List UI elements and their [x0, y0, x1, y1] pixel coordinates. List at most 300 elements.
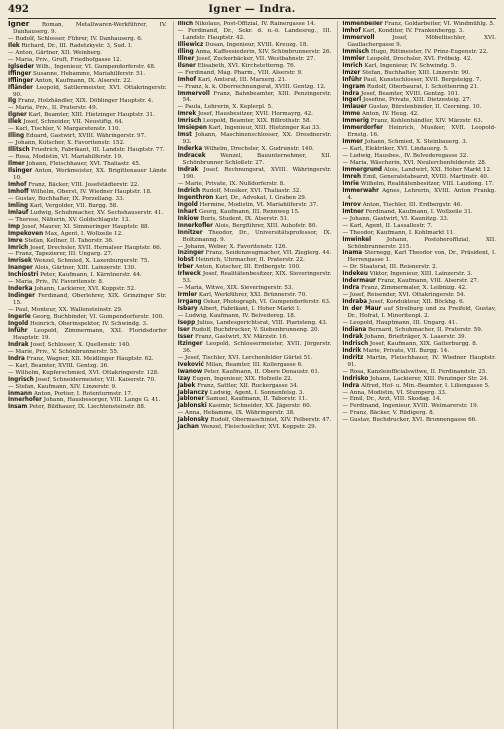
directory-entry	[8, 119, 167, 126]
directory-entry	[342, 174, 496, 181]
directory-entry	[342, 125, 496, 139]
entry-details: Anton, Kaufmann, IX. Alserstr. 22.	[34, 77, 133, 84]
entry-details: Ferdinand, Oberlehrer, XIX. Grinzinger Str. 15.	[13, 293, 167, 307]
entry-details: — Wilhelm, Kupferschmied, XVI. Ottakringerstr. 128.	[8, 369, 160, 376]
directory-entry	[342, 223, 496, 230]
directory-entry	[342, 285, 496, 292]
entry-details: Samuel, Kaufmann, II. Taborstr. 11.	[206, 396, 308, 403]
directory-entry	[178, 390, 332, 397]
directory-entry	[8, 189, 167, 196]
entry-details: Stefan, Buchhalter, XIII. Linzerstr. 90.	[362, 69, 471, 76]
entry-details: Karl, Ingenieur, IV. Schwindg. 5.	[364, 62, 457, 69]
entry-details: Peter, Bildhauer, IX. Liechtensteinstr. 88.	[29, 404, 146, 411]
entry-surname: Indra	[342, 382, 360, 389]
directory-entry	[8, 71, 167, 78]
entry-details: — Karl, Tischler, V. Margaretenstr. 110.	[8, 126, 121, 133]
directory-entry	[8, 258, 167, 265]
entry-details: Heinrich, Musiker, XVII. Leopold-Ernstg. 16.	[347, 125, 496, 139]
page-header	[8, 4, 496, 19]
entry-surname: Immerwahr	[342, 187, 379, 194]
directory-entry	[178, 417, 332, 424]
entry-surname: Inama	[342, 250, 363, 257]
directory-entry	[178, 383, 332, 390]
entry-details: — Theodor, Kaufmann, I. Kohlmarkt 11.	[342, 229, 456, 236]
entry-surname: Jablonsky	[177, 417, 209, 424]
entry-details: — Maria, Priv., Gruft, Friedhofgasse 12.	[8, 56, 122, 63]
directory-entry	[8, 224, 167, 231]
entry-details: — Maria, Priv., II. Praterstr. 49.	[8, 105, 98, 112]
directory-entry	[8, 105, 167, 112]
directory-entry	[342, 28, 496, 35]
entry-details: — Gustav, Buchhalter, IX. Porzellang. 33.	[8, 195, 125, 202]
entry-details: Gustav, Bürstenbinder, II. Czerning. 10.	[368, 104, 482, 111]
directory-entry	[178, 104, 332, 111]
directory-entry	[342, 355, 496, 369]
entry-surname: Immisch	[342, 48, 370, 55]
page-number: 492	[8, 4, 29, 15]
entry-surname: Imme	[342, 111, 361, 118]
directory-entry	[342, 237, 496, 251]
entry-details: — Ludwig, Kaufmann, IV. Belvedereg. 18.	[177, 313, 296, 320]
directory-entry	[342, 230, 496, 237]
directory-entry	[342, 202, 496, 209]
entry-details: Leopold, Drechsler, XVI. Fröbelg. 42.	[366, 55, 473, 62]
entry-surname: Inanger	[8, 265, 33, 272]
entry-details: Friedrich, Fabrikant, III. Landstr. Hauptstr. 77.	[31, 147, 165, 154]
directory-entry	[8, 36, 167, 43]
directory-entry	[178, 91, 332, 105]
entry-details: — Maria, Wäscherin, XVI. Neulerchenfelderstr. 28.	[342, 160, 487, 167]
directory-entry	[178, 216, 332, 223]
directory-entry	[8, 50, 167, 57]
entry-details: Boris, Student, IX. Alserstr. 51.	[200, 215, 289, 222]
entry-surname: Innerhofer	[8, 397, 42, 404]
directory-entry	[342, 70, 496, 77]
entry-surname: Iser	[177, 326, 190, 333]
directory-entry	[8, 168, 167, 182]
entry-surname: Iveković	[177, 361, 204, 368]
entry-details: — Rudolf, Schlosser, Führer, IV. Danhauserg. 6.	[8, 35, 143, 42]
directory-entry	[178, 369, 332, 376]
directory-entry	[178, 84, 332, 91]
entry-surname: Illitsch	[8, 147, 30, 154]
directory-entry	[342, 216, 496, 223]
entry-surname: Imrisek	[8, 258, 32, 265]
entry-surname: Imhof	[177, 76, 197, 83]
entry-details: — Dr. Staatsrat, III. Reisnerstr. 2.	[342, 264, 438, 271]
directory-entry	[8, 147, 167, 154]
entry-details: Heinrich, Oberinspektor, IV. Schwindg. 3.	[29, 320, 148, 327]
entry-surname: Illing	[177, 48, 194, 55]
entry-details: Wenzel, Fleischselcher, XVI. Koppstr. 29.	[200, 424, 317, 431]
entry-details: — Franz, k. k. Oberrechnungsrat, XVIII. Gentzg. 12.	[177, 83, 326, 90]
entry-surname: Indrak	[8, 341, 29, 348]
entry-surname: Illek	[8, 119, 22, 126]
entry-surname: Jablanczy	[177, 389, 208, 396]
directory-entry	[342, 167, 496, 174]
entry-details: Viktor, Ingenieur, XIII. Lainzerstr. 3.	[369, 271, 473, 278]
entry-surname: Indra	[8, 355, 25, 362]
entry-surname: Indrak	[177, 167, 199, 174]
entry-details: Peter, Kaufmann, II. Obere Donaustr. 61.	[203, 368, 320, 375]
directory-entry	[178, 230, 332, 244]
column-1	[8, 21, 167, 729]
directory-entry	[342, 278, 496, 285]
entry-details: — Ludwig, Hausbes., IV. Belvederegasse 32.	[342, 153, 469, 160]
entry-details: Wilhelm, Oberst, IV. Wiedner Hauptstr. 18.	[30, 188, 152, 195]
directory-entry	[178, 56, 332, 63]
directory-entry	[178, 118, 332, 125]
directory-entry	[342, 63, 496, 70]
entry-details: Roman, Metallwaren-Werkführer, IV. Danhauserg. 9.	[13, 22, 167, 35]
entry-details: Alois, Landwirt, XXI. Hoher Markt 12.	[383, 167, 492, 174]
entry-surname: Innitzer	[177, 229, 203, 236]
directory-entry	[342, 91, 496, 98]
directory-entry	[342, 348, 496, 355]
entry-surname: Insam	[8, 404, 28, 411]
entry-surname: Indiana	[342, 326, 367, 333]
entry-surname: Inderka	[177, 146, 203, 153]
entry-details: Dusan, Ingenieur, XVIII. Kreuzg. 18.	[205, 41, 309, 48]
entry-surname: Iwanow	[177, 368, 203, 375]
entry-surname: Imrek	[177, 111, 197, 118]
entry-details: Georg, Kaufmann, III. Rennweg 15.	[199, 208, 300, 215]
entry-details: Nikolaus, Post-Offizial, IV. Rainergasse 14.	[194, 21, 316, 27]
entry-details: — Anton, Gärtner, XII. Weinberg.	[8, 49, 102, 56]
entry-details: Anton, Portier, I. Rotenturmstr. 17.	[33, 390, 133, 397]
entry-details: Josef, Schneidermeister, VII. Kaiserstr. 70.	[35, 376, 156, 383]
entry-details: — Gustav, Buchdrucker, XVI. Brunnengasse 66.	[342, 417, 477, 424]
entry-details: — Marie, Priv., V. Schönbrunnerstr. 55.	[8, 348, 119, 355]
entry-details: Josef, Schlosser, X. Quellenstr. 140.	[30, 341, 131, 348]
entry-details: Wenzel, Schmied, X. Laxenburgerstr. 75.	[33, 258, 150, 265]
directory-entry	[178, 362, 332, 369]
directory-entry	[8, 251, 167, 258]
directory-entry	[178, 167, 332, 181]
entry-details: Franz, Sattler, XII. Ruckergasse 34.	[197, 382, 299, 389]
entry-details: Georg, Buchbinder, VI. Gumpendorferstr. 100.	[32, 314, 164, 321]
entry-surname: Immergrund	[342, 167, 383, 174]
entry-details: Franz, Bäcker, VIII. Josefstädterstr. 22.	[28, 181, 140, 188]
entry-details: Josef, Drechsler, XVII. Hernalser Hauptstr. 66.	[30, 244, 162, 251]
entry-surname: Indrisko	[342, 375, 369, 382]
entry-surname: Itzinger	[177, 340, 203, 347]
entry-details: Ludwig, Schuhmacher, XV. Sechshauserstr. 41.	[30, 209, 164, 216]
directory-entry	[342, 49, 496, 56]
entry-surname: Ingram	[342, 83, 366, 90]
entry-details: Richard, Dr., III. Radetzkystr. 3, Sud. I.	[21, 42, 133, 49]
entry-surname: Irlweck	[177, 271, 201, 278]
entry-details: — Josef, Tischler, XVI. Lerchenfelder Gürtel 51.	[177, 354, 313, 361]
entry-details: Franz, Zimmermaler, X. Leibnizg. 42.	[361, 285, 467, 292]
entry-surname: Imzer	[342, 69, 361, 76]
directory-entry	[8, 328, 167, 342]
directory-entry	[8, 196, 167, 203]
directory-entry	[342, 271, 496, 278]
directory-entry	[8, 286, 167, 293]
directory-entry	[8, 245, 167, 252]
entry-surname: Indracek	[177, 153, 206, 160]
directory-entry	[178, 264, 332, 271]
directory-entry	[8, 265, 167, 272]
entry-details: Rudolf, Musiker, XVI. Thaliastr. 32.	[201, 187, 302, 194]
directory-entry	[178, 257, 332, 264]
entry-surname: Ingerl	[342, 97, 362, 104]
entry-surname: Isbary	[177, 306, 198, 313]
entry-surname: Isepp	[177, 319, 196, 326]
directory-entry	[8, 279, 167, 286]
directory-entry	[178, 334, 332, 341]
entry-details: Josef, Kondukteur, XII. Böckhg. 6.	[368, 299, 465, 306]
entry-details: Anton, Werkmeister, XX. Brigittenauer Lände 10.	[13, 168, 167, 181]
entry-details: Emil, Generalstabsarzt, XVIII. Martinstr. 40.	[362, 173, 489, 180]
entry-details: Josef, Rechnungsrat, XVIII. Währingerstr. 190.	[182, 167, 332, 180]
entry-surname: Iglseder	[8, 63, 35, 70]
entry-details: Agnes, Lehrerin, XVIII. Anton Frankg. 4.	[347, 187, 496, 201]
directory-entry	[342, 396, 496, 403]
entry-surname: Indra	[342, 285, 360, 292]
entry-details: — Johann, Weber, X. Favoritenstr. 126.	[177, 243, 288, 250]
entry-surname: Ingold	[8, 320, 29, 327]
entry-surname: Immerdorfer	[342, 125, 383, 132]
entry-details: Leopold, Sattlermeister, XVI. Ottakringerstr. 90.	[13, 84, 167, 98]
entry-details: — Franz, Bäcker, V. Rüdigerg. 8.	[342, 410, 435, 417]
directory-entry	[8, 43, 167, 50]
entry-surname: Jabloner	[177, 396, 205, 403]
entry-surname: Ifländer	[8, 84, 33, 91]
directory-entry	[8, 231, 167, 238]
entry-details: Franz, Kohlenhändler, XIV. Märzstr. 63.	[370, 118, 483, 125]
entry-surname: Imrisch	[177, 118, 202, 125]
entry-details: Wilhelm, Drechsler, X. Gudrunstr. 140.	[203, 146, 314, 153]
directory-entry	[342, 250, 496, 264]
entry-surname: Inführ	[8, 327, 28, 334]
directory-entry	[178, 327, 332, 334]
entry-details: — Anna, Hebamme, IX. Währingerstr. 38.	[177, 410, 295, 417]
entry-details: Oskar, Photograph, VI. Gumpendorferstr. 63.	[203, 299, 331, 306]
directory-entry	[342, 334, 496, 341]
entry-surname: Indraba	[342, 299, 368, 306]
entry-surname: Indra	[342, 90, 360, 97]
entry-details: Rudolf, Obermaschinist, XIV. Felberstr. 47.	[210, 417, 332, 424]
entry-surname: Isser	[177, 333, 194, 340]
entry-details: — Therese, Näherin, XV. Goldschlagstr. 13.	[8, 216, 131, 223]
entry-surname: Ingrisch	[8, 376, 34, 383]
directory-entry	[178, 202, 332, 209]
directory-entry	[8, 356, 167, 363]
entry-details: — Rosa, Kanzleiofficialswitwe, II. Ferdinandstr. 25.	[342, 368, 488, 375]
entry-details: Leopold, Schlossermeister, XVII. Jörgerstr. 36.	[182, 340, 332, 354]
directory-entry	[178, 223, 332, 230]
directory-entry	[342, 118, 496, 125]
directory-entry	[342, 299, 496, 306]
entry-details: — Maria, Witwe, XIX. Sieveringerstr. 53.	[177, 285, 294, 292]
entry-details: Elisabeth, XVI. Kirchstetterng. 76.	[197, 62, 296, 69]
directory-entry	[178, 396, 332, 403]
entry-surname: Ingenthron	[177, 194, 214, 201]
entry-details: Josef, Realitätenbesitzer, XIX. Sieveringerstr. 53.	[182, 271, 332, 285]
directory-entry	[8, 377, 167, 384]
column-2	[173, 21, 332, 729]
directory-entry	[178, 292, 332, 299]
entry-surname: Immervoll	[342, 34, 375, 41]
entry-surname: Imrich	[8, 244, 29, 251]
directory-entry	[178, 403, 332, 410]
directory-entry	[342, 77, 496, 84]
entry-surname: Imtner	[342, 208, 364, 215]
directory-entry	[342, 160, 496, 167]
entry-surname: Immerig	[342, 118, 369, 125]
directory-entry	[342, 97, 496, 104]
entry-surname: Immenbeiler	[342, 21, 383, 27]
entry-surname: Irber	[177, 264, 194, 271]
directory-entry	[178, 355, 332, 362]
entry-details: — Josef, Reisender, XVI. Ottakringerstr. 54.	[342, 292, 466, 299]
directory-entry	[342, 188, 496, 202]
directory-columns	[8, 21, 496, 729]
running-head: Igner — Indra.	[208, 4, 296, 15]
entry-surname: Iobst	[177, 257, 194, 264]
entry-surname: Inführ	[342, 76, 362, 83]
directory-entry	[8, 161, 167, 168]
entry-surname: Indinger	[8, 293, 35, 300]
entry-details: Alois, Gärtner, XIII. Lainzerstr. 130.	[34, 265, 136, 272]
directory-entry	[342, 383, 496, 390]
entry-details: Josef, Maurer, XI. Simmeringer Hauptstr. 88.	[21, 223, 150, 230]
directory-entry	[8, 57, 167, 64]
entry-details: Johann, Postoberoffizial, XII. Schönbrunnerstr. 215.	[347, 236, 496, 250]
directory-entry	[178, 195, 332, 202]
entry-details: Johann, Briefträger, X. Laaerstr. 39.	[364, 333, 467, 340]
entry-surname: Ilsinger	[8, 168, 33, 175]
entry-surname: Irrgang	[177, 299, 202, 306]
entry-details: Franz, Seidenzeugmacher, VII. Zieglerg. 44.	[205, 250, 332, 257]
directory-entry	[178, 70, 332, 77]
directory-entry	[178, 306, 332, 313]
entry-surname: Ilsner	[177, 62, 196, 69]
directory-entry	[342, 341, 496, 348]
directory-entry	[8, 293, 167, 307]
directory-entry	[178, 320, 332, 327]
directory-entry	[342, 84, 496, 91]
entry-details: Johann, Maschinenschlosser, XX. Dresdnerstr. 93.	[182, 132, 332, 146]
entry-surname: Inhart	[177, 208, 198, 215]
entry-surname: Illiewicz	[177, 41, 204, 48]
entry-surname: Inkiow	[177, 215, 199, 222]
entry-details: Franz, Gastwirt, XV. Märzstr. 16.	[195, 333, 288, 340]
entry-details: Johann, Fleischhauer, XVI. Thaliastr. 45.	[26, 161, 141, 168]
directory-entry	[342, 292, 496, 299]
directory-entry	[178, 250, 332, 257]
directory-entry	[178, 132, 332, 146]
entry-details: Kasimir, Schneider, XX. Jägerstr. 60.	[208, 403, 312, 410]
directory-entry	[8, 397, 167, 404]
directory-entry	[178, 376, 332, 383]
entry-details: Ferdinand, Kaufmann, I. Wollzeile 31.	[365, 208, 473, 215]
directory-entry	[342, 111, 496, 118]
entry-details: — Ferdinand, Dr., Sekr. d. n.-ö. Landesreg., III. Landstr. Hauptstr. 42.	[177, 27, 332, 41]
entry-surname: Iffinger	[8, 70, 32, 77]
directory-entry	[8, 384, 167, 391]
directory-entry	[8, 85, 167, 99]
directory-entry	[8, 210, 167, 217]
directory-entry	[8, 217, 167, 224]
directory-entry	[8, 64, 167, 71]
entry-details: Peter, Kaufmann, I. Kärntnerstr. 44.	[40, 272, 142, 279]
entry-surname: Illich	[177, 21, 194, 27]
directory-entry	[8, 321, 167, 328]
directory-entry	[342, 417, 496, 424]
directory-entry	[342, 327, 496, 334]
directory-entry	[178, 244, 332, 251]
entry-details: Anton, Kutscher, III. Erdbergstr. 100.	[195, 264, 301, 271]
directory-entry	[342, 410, 496, 417]
entry-surname: Innerkofler	[177, 222, 213, 229]
entry-surname: Inmann	[8, 390, 33, 397]
entry-details: — Maria, Priv., IV. Favoritenstr. 8.	[8, 279, 104, 286]
entry-surname: In der Maur	[342, 306, 382, 313]
entry-details: Leopold, Zimmermann, XXI. Floridsdorfer Hauptstr. 19.	[13, 327, 167, 341]
directory-entry	[342, 306, 496, 320]
entry-surname: Imhof	[8, 181, 27, 188]
entry-details: — Franz, Tapezierer, III. Ungarg. 27.	[8, 251, 113, 258]
entry-details: Wilh., Ingenieur, VI. Gumpendorferstr. 48.	[35, 63, 156, 70]
entry-details: Wenzel, Bauunternehmer, XII. Schönbrunner Schloßstr. 27.	[182, 153, 332, 167]
entry-surname: Imre	[8, 237, 23, 244]
entry-surname: Indrich	[177, 187, 201, 194]
entry-details: — Emil, Dr., Arzt, VIII. Skodag. 14.	[342, 396, 442, 403]
entry-details: Franz, Holzhändler, XIX. Döblinger Hauptstr. 4.	[17, 98, 154, 105]
entry-details: Ludwig, Agent, I. Sonnenfelsg. 3.	[209, 389, 305, 396]
entry-details: Leopold, Beamter, XIX. Billrothstr. 58.	[203, 118, 312, 125]
entry-surname: Imlauer	[342, 104, 367, 111]
entry-details: Max, Agent, I. Wollzeile 12.	[44, 230, 123, 237]
entry-details: Bernard, Schuhmacher, II. Praterstr. 59.	[368, 326, 483, 333]
directory-entry	[342, 153, 496, 160]
entry-surname: Indrak	[342, 333, 363, 340]
directory-entry	[8, 203, 167, 210]
directory-entry	[342, 181, 496, 188]
entry-details: Franz, Bahnbeamter, XIII. Penzingerstr. 54.	[182, 90, 332, 104]
entry-surname: Jachan	[177, 424, 199, 431]
entry-details: Sternegg, Karl Theodor von, Dr., Präsident, I. Herrengasse 1.	[347, 250, 496, 264]
entry-details: Josef, Möbeltischler, XVI. Gaullachergasse 9.	[347, 34, 496, 48]
entry-surname: Imling	[8, 202, 29, 209]
entry-details: Martin, Fleischhauer, IV. Wiedner Hauptstr. 91.	[347, 354, 496, 368]
directory-entry	[342, 104, 496, 111]
entry-details: Rudolf, Oberbaurat, I. Schottenring 21.	[366, 83, 479, 90]
entry-surname: Imlauf	[8, 209, 29, 216]
entry-surname: Imsiepen	[177, 125, 207, 132]
entry-details: Paul, Kunstschlosser, XVII. Bergsteigg. 7.	[363, 76, 482, 83]
directory-entry	[8, 342, 167, 349]
entry-details: — Stefan, Kaufmann, XIV. Linzerstr. 9.	[8, 383, 117, 390]
directory-entry	[178, 146, 332, 153]
entry-surname: Ilek	[8, 42, 20, 49]
entry-surname: Inderka	[8, 286, 33, 293]
directory-entry	[342, 390, 496, 397]
directory-entry	[342, 139, 496, 146]
entry-details: Karl, Werkführer, XXI. Brünnerstr. 70.	[198, 292, 307, 299]
directory-entry	[8, 314, 167, 321]
directory-entry	[342, 35, 496, 49]
entry-details: Anton, Tischler, III. Erdbergstr. 46.	[362, 201, 463, 208]
directory-entry	[178, 313, 332, 320]
entry-surname: Igner	[8, 21, 30, 28]
entry-details: — Karl, Agent, II. Lassallestr. 7.	[342, 222, 433, 229]
directory-entry	[8, 126, 167, 133]
entry-surname: Inzinger	[177, 250, 204, 257]
